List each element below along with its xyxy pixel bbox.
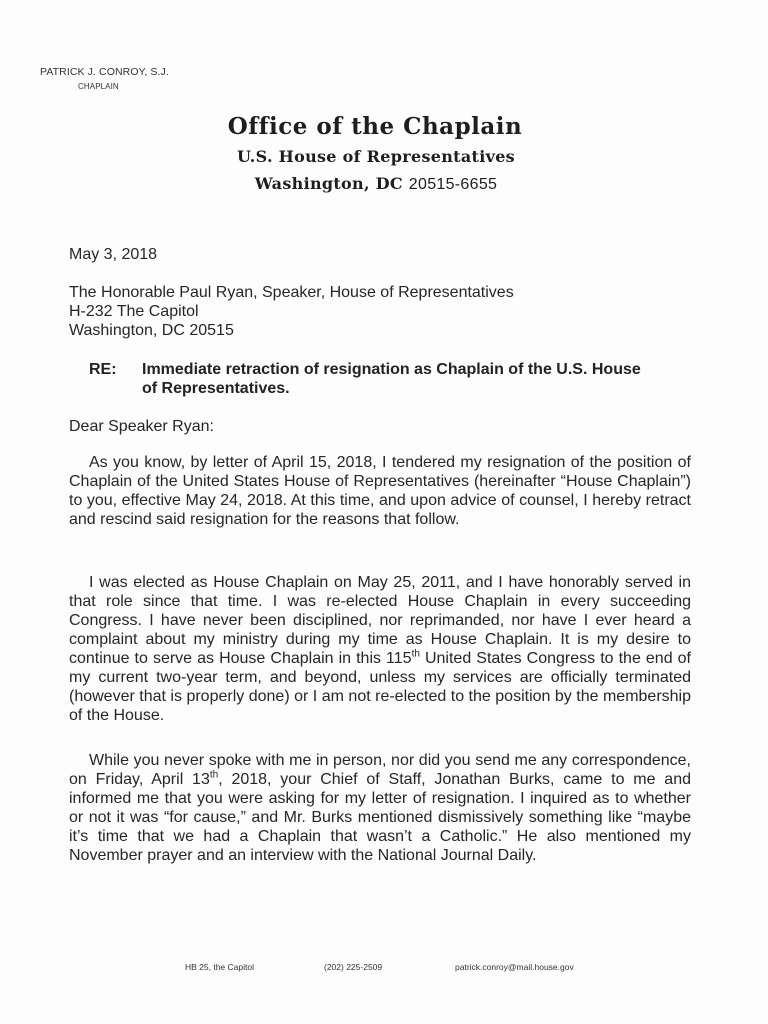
- body-paragraph-3: [69, 751, 691, 865]
- recipient-line-1: The Honorable Paul Ryan, Speaker, House of Representatives: [69, 284, 514, 301]
- footer-address: HB 25, the Capitol: [185, 962, 254, 972]
- subject-line-2: of Representatives.: [142, 380, 290, 397]
- paragraph-2-text-b: United States Congress to the end of my current two-year term, and beyond, unless my services are officially terminated (however that is properly done) or I am not re-elected to the position by the membership of the House.: [69, 650, 691, 724]
- sender-block: [40, 66, 169, 93]
- letterhead-office: Office of the Chaplain: [227, 113, 523, 140]
- paragraph-2-superscript: th: [411, 648, 420, 660]
- recipient-address: [69, 283, 514, 340]
- recipient-line-2: H-232 The Capitol: [69, 303, 199, 320]
- subject-text: [142, 360, 702, 398]
- subject-label: RE:: [89, 361, 117, 378]
- recipient-line-3: Washington, DC 20515: [69, 322, 234, 339]
- paragraph-3-superscript: th: [209, 769, 219, 781]
- salutation: Dear Speaker Ryan:: [69, 418, 214, 435]
- paragraph-2-text-a: I was elected as House Chaplain on May 25, 2011, and I have honorably served in that role since that time. I was re-elected House Chaplain in every succeeding Congress. I have never been disciplined, nor reprimanded, nor have I ever heard a complaint about my ministry during my time as House Chaplain. It is my desire to continue to serve as House Chaplain in this 115: [69, 574, 691, 667]
- letter-date: May 3, 2018: [69, 246, 158, 263]
- body-paragraph-2: [69, 573, 691, 725]
- letterhead-zip: 20515-6655: [408, 176, 498, 193]
- letterhead-city: Washington, DC: [254, 174, 403, 193]
- footer-email: patrick.conroy@mail.house.gov: [455, 962, 574, 972]
- sender-title: CHAPLAIN: [78, 82, 119, 91]
- subject-line-1: Immediate retraction of resignation as Chaplain of the U.S. House: [142, 361, 641, 378]
- sender-name: PATRICK J. CONROY, S.J.: [40, 66, 169, 78]
- paragraph-3-text-a: While you never spoke with me in person, nor did you send me any correspondence, on Friday, April 13: [69, 752, 691, 788]
- letterhead-house: U.S. House of Representatives: [237, 147, 515, 166]
- body-paragraph-1: As you know, by letter of April 15, 2018, I tendered my resignation of the position of Chaplain of the United States House of Representatives (hereinafter “House Chaplain”) to you, effective May 24, 2018. At this time, and upon advice of counsel, I hereby retract and rescind said resignation for the reasons that follow.: [69, 454, 691, 528]
- footer-phone: (202) 225-2509: [324, 962, 383, 972]
- paragraph-3-text-b: , 2018, your Chief of Staff, Jonathan Burks, came to me and informed me that you were asking for my letter of resignation. I inquired as to whether or not it was “for cause,” and Mr. Burks mentioned dismissively something like “maybe it’s time that we had a Chaplain that wasn’t a Catholic.” He also mentioned my November prayer and an interview with the National Journal Daily.: [69, 771, 692, 864]
- letterhead-address: [0, 174, 760, 194]
